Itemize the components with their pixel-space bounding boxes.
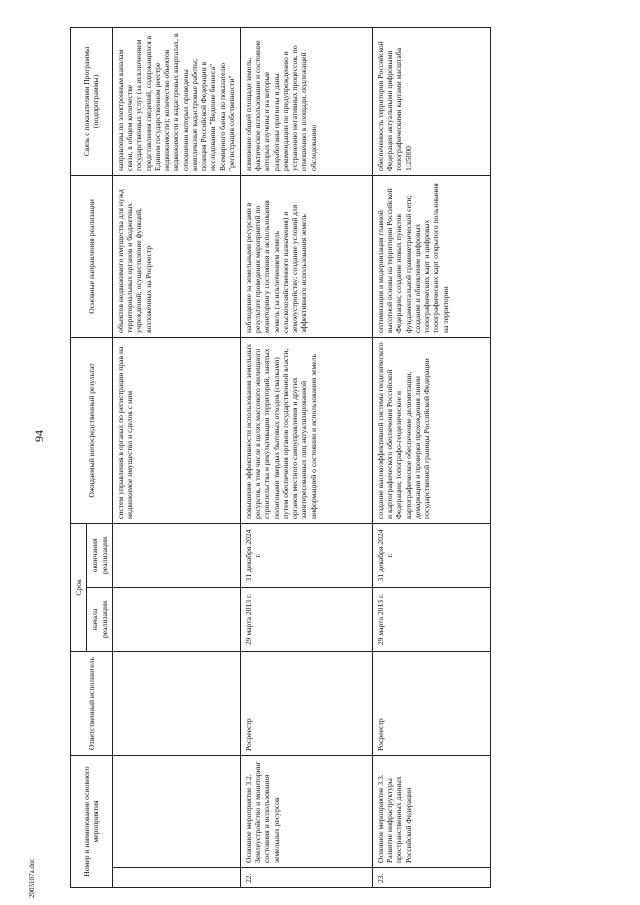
table-row bbox=[112, 27, 240, 887]
row-name: Основное мероприятие 3.3. Развитие инфраструктуры пространственных данных Российской Федерации bbox=[372, 755, 490, 867]
row-end bbox=[112, 523, 240, 587]
header-executor: Ответственный исполнитель bbox=[71, 651, 113, 755]
header-link: Связь с показателями Программы (подпрограммы) bbox=[71, 27, 113, 175]
header-number-name: Номер и наименование основного мероприятия bbox=[71, 755, 113, 887]
row-directions: оптимизация и модернизация главной высотной основы на территории Российской Федерации; создание новых пунктов фундаментальной гравиметрической сети; создание и обновление цифровых топографических карт и цифровых топографических карт открытого пользования на территории bbox=[372, 175, 490, 337]
row-result: повышение эффективности использования земельных ресурсов, в том числе в целях массового жилищного строительства и рекультивации территорий, занятых полигонами твердых бытовых отходов (свалками) путем обеспечения органов государственной власти, органов местного самоуправления и других заинтересованных лиц актуализированной информацией о состоянии и использовании земель bbox=[240, 337, 372, 523]
row-executor bbox=[112, 651, 240, 755]
row-result: систем управления в органах по регистрации прав на недвижимое имущество и сделок с ним bbox=[112, 337, 240, 523]
header-term: Срок bbox=[71, 523, 87, 651]
program-table bbox=[70, 27, 491, 888]
rotated-page bbox=[70, 28, 630, 888]
row-link: изменение общей площади земель, фактическое использование и состояние которых изучены и на которые разработаны прогнозы и даны рекомендации по предупреждению и устранению негативных процессов, по отношению к площади, подлежащей обследованию bbox=[240, 27, 372, 175]
row-link: направлены по электронным каналам связи, в общем количестве государственных услуг (за исключением представления сведений, содержащихся в Едином государственном реестре недвижимости); количество объектов недвижимости в кадастровых кварталах, в отношении которых проведены комплексные кадастровые работы; позиция Российской Федерации в исследовании "Ведение бизнеса" Всемирного банка по показателю "регистрация собственности" bbox=[112, 27, 240, 175]
row-result: создание высокоэффективной системы геодезического и картографического обеспечения Российской Федерации; топографо-геодезическое и картографическое обеспечение делимитации, демаркации и проверки прохождения линии государственной границы Российской Федерации bbox=[372, 337, 490, 523]
table-row bbox=[240, 27, 372, 887]
footer-code: 2003107a.doc bbox=[28, 858, 36, 898]
row-start: 29 марта 2013 г. bbox=[372, 587, 490, 651]
row-end: 31 декабря 2024 г. bbox=[372, 523, 490, 587]
row-directions: наблюдение за земельными ресурсами в результате проведения мероприятий по мониторингу состояния и использования земель (за исключением земель сельскохозяйственного назначения) и землеустройству; создание условий для эффективного использования земель bbox=[240, 175, 372, 337]
row-start bbox=[112, 587, 240, 651]
row-number bbox=[112, 868, 240, 888]
row-start: 29 марта 2013 г. bbox=[240, 587, 372, 651]
header-row bbox=[71, 27, 87, 887]
header-end: окончания реализации bbox=[87, 523, 113, 587]
row-number: 23. bbox=[372, 868, 490, 888]
row-number: 22. bbox=[240, 868, 372, 888]
page-number: 94 bbox=[32, 430, 46, 442]
row-name: Основное мероприятие 3.2. Землеустройство и мониторинг состояния и использования земельных ресурсов bbox=[240, 755, 372, 867]
row-directions: объектов недвижимого имущества для нужд территориальных органов и бюджетных учреждений; осуществление функций, возложенных на Росреестр bbox=[112, 175, 240, 337]
header-result: Ожидаемый непосредственный результат bbox=[71, 337, 113, 523]
row-name bbox=[112, 755, 240, 867]
header-directions: Основные направления реализации bbox=[71, 175, 113, 337]
row-executor: Росреестр bbox=[240, 651, 372, 755]
row-executor: Росреестр bbox=[372, 651, 490, 755]
header-start: начала реализации bbox=[87, 587, 113, 651]
table-row bbox=[372, 27, 490, 887]
row-end: 31 декабря 2024 г. bbox=[240, 523, 372, 587]
row-link: обеспеченность территории Российской Федерации актуальными цифровыми топографическими картами масштаба 1:25000 bbox=[372, 27, 490, 175]
